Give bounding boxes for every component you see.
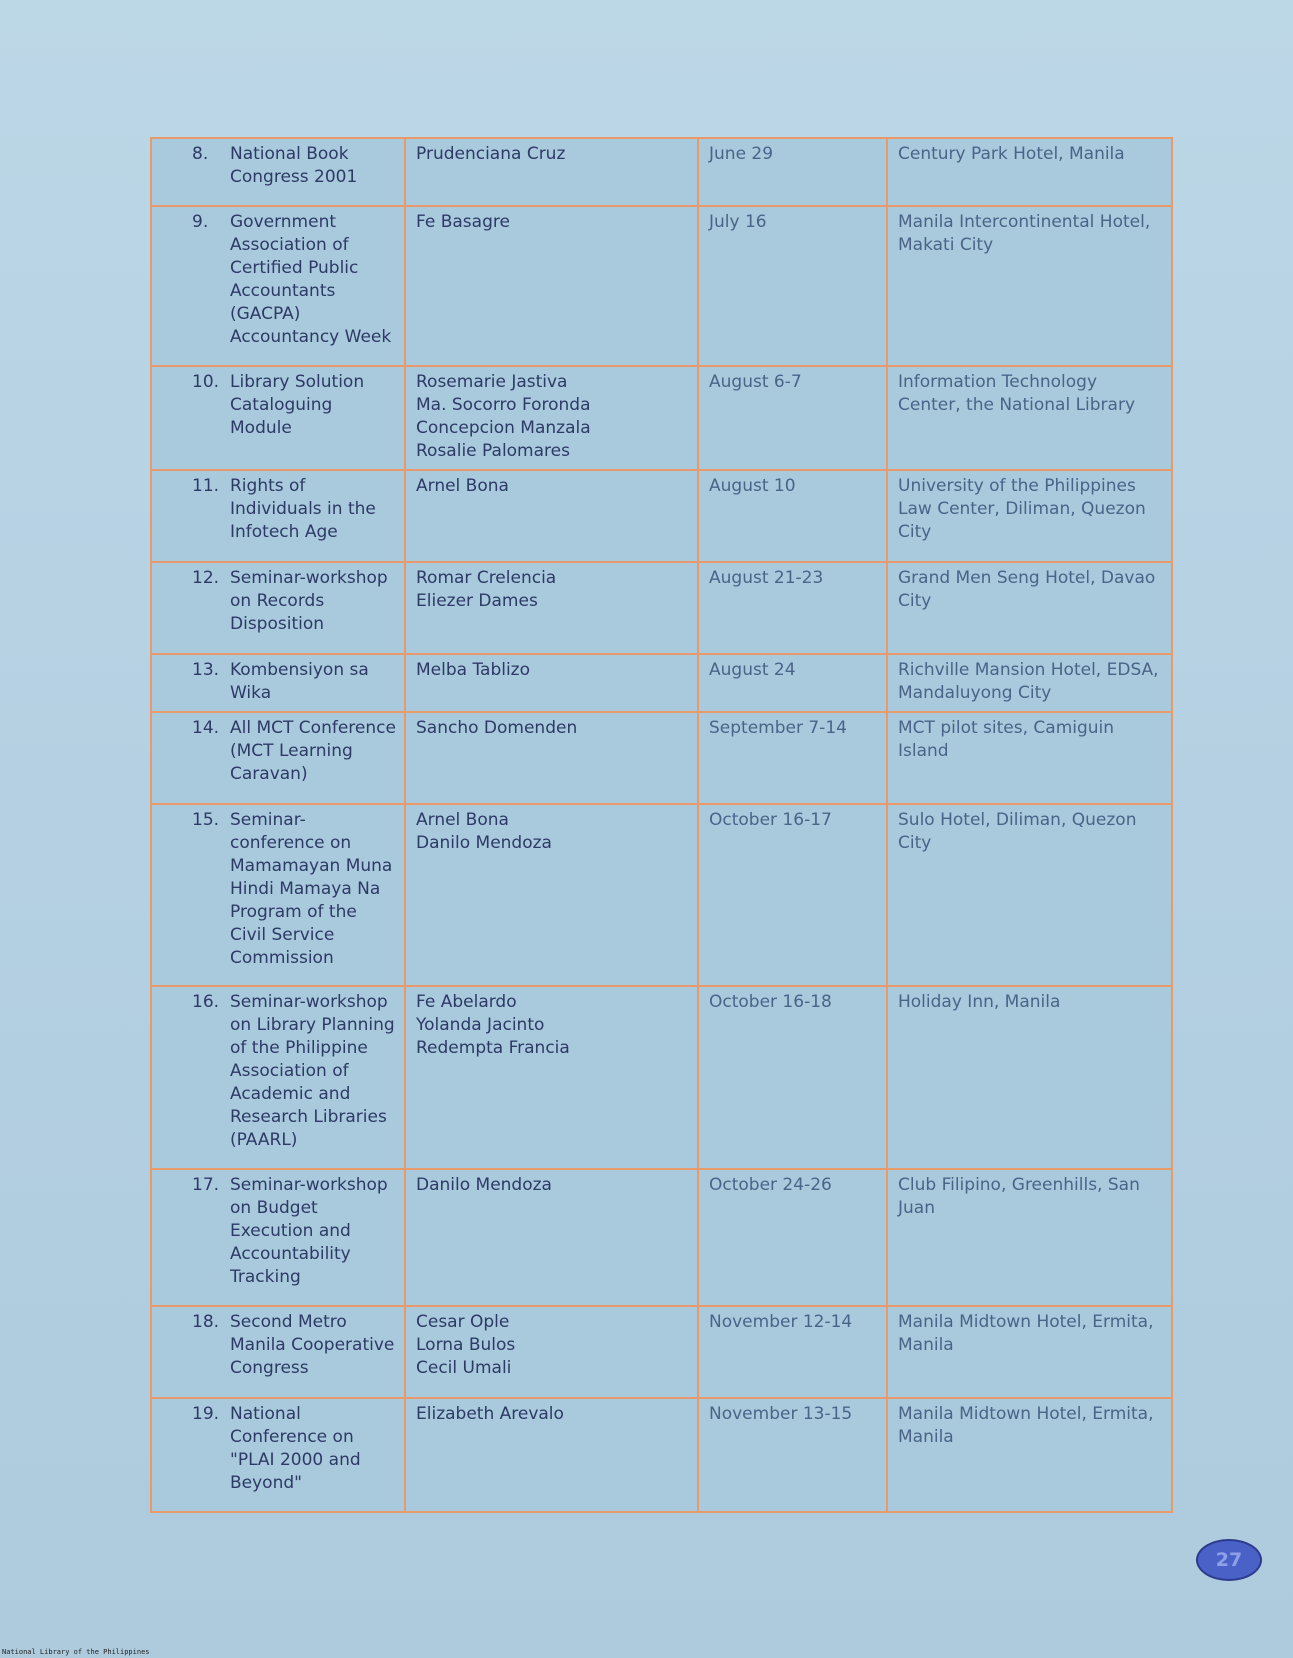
date-cell <box>698 1398 887 1512</box>
event-title-line: Association of <box>230 235 349 255</box>
venue-cell <box>887 366 1172 470</box>
resource-person-name: Yolanda Jacinto <box>416 1015 545 1035</box>
resource-person-name: Danilo Mendoza <box>416 1175 552 1195</box>
event-cell <box>151 804 405 986</box>
event-title-line: Manila Cooperative <box>230 1335 395 1355</box>
resource-person-cell <box>405 804 698 986</box>
venue-line: Juan <box>898 1198 935 1218</box>
table-row <box>151 138 1172 206</box>
event-date: November 12-14 <box>709 1312 853 1332</box>
venue-cell <box>887 1398 1172 1512</box>
event-number: 10. <box>192 372 220 392</box>
event-title-line: (MCT Learning <box>230 741 353 761</box>
resource-person-name: Fe Abelardo <box>416 992 517 1012</box>
date-cell <box>698 804 887 986</box>
date-cell <box>698 562 887 654</box>
resource-person-name: Arnel Bona <box>416 810 509 830</box>
resource-person-cell <box>405 654 698 712</box>
event-title-line: Execution and <box>230 1221 351 1241</box>
venue-cell <box>887 712 1172 804</box>
event-number: 11. <box>192 476 220 496</box>
venue-cell <box>887 138 1172 206</box>
event-title-line: National <box>230 1404 301 1424</box>
table-row <box>151 712 1172 804</box>
event-date: October 16-17 <box>709 810 832 830</box>
event-title-line: Caravan) <box>230 764 308 784</box>
resource-person-cell <box>405 1306 698 1398</box>
resource-person-name: Elizabeth Arevalo <box>416 1404 564 1424</box>
table-row <box>151 654 1172 712</box>
date-cell <box>698 1306 887 1398</box>
event-title-line: Civil Service <box>230 925 335 945</box>
venue-line: Manila <box>898 1427 954 1447</box>
venue-cell <box>887 1169 1172 1306</box>
resource-person-name: Concepcion Manzala <box>416 418 591 438</box>
resource-person-name: Arnel Bona <box>416 476 509 496</box>
event-cell <box>151 138 405 206</box>
resource-person-name: Prudenciana Cruz <box>416 144 566 164</box>
event-title-line: Accountancy Week <box>230 327 392 347</box>
event-cell <box>151 654 405 712</box>
table-row <box>151 1306 1172 1398</box>
event-title-line: Mamamayan Muna <box>230 856 393 876</box>
resource-person-cell <box>405 138 698 206</box>
resource-person-name: Eliezer Dames <box>416 591 538 611</box>
event-title-line: National Book <box>230 144 349 164</box>
venue-line: MCT pilot sites, Camiguin <box>898 718 1115 738</box>
events-table-body <box>151 138 1172 1512</box>
event-title-line: Hindi Mamaya Na <box>230 879 381 899</box>
event-title-line: Conference on <box>230 1427 354 1447</box>
event-cell <box>151 470 405 562</box>
event-title-line: Seminar-workshop <box>230 568 388 588</box>
event-title-line: Tracking <box>230 1267 301 1287</box>
venue-line: Manila Midtown Hotel, Ermita, <box>898 1312 1154 1332</box>
table-row <box>151 470 1172 562</box>
event-cell <box>151 206 405 366</box>
event-title-line: Cataloguing <box>230 395 333 415</box>
resource-person-name: Lorna Bulos <box>416 1335 516 1355</box>
event-date: June 29 <box>709 144 774 164</box>
event-date: October 24-26 <box>709 1175 832 1195</box>
table-row <box>151 1398 1172 1512</box>
event-title-line: Individuals in the <box>230 499 376 519</box>
event-title-line: on Library Planning <box>230 1015 395 1035</box>
event-title-line: Library Solution <box>230 372 365 392</box>
event-number: 13. <box>192 660 220 680</box>
date-cell <box>698 206 887 366</box>
venue-line: City <box>898 833 932 853</box>
event-number: 17. <box>192 1175 220 1195</box>
event-date: September 7-14 <box>709 718 847 738</box>
venue-line: Manila Midtown Hotel, Ermita, <box>898 1404 1154 1424</box>
event-title-line: Accountability <box>230 1244 351 1264</box>
event-title-line: (GACPA) <box>230 304 301 324</box>
venue-line: Sulo Hotel, Diliman, Quezon <box>898 810 1137 830</box>
event-title-line: Rights of <box>230 476 306 496</box>
venue-cell <box>887 804 1172 986</box>
event-title-line: All MCT Conference <box>230 718 396 738</box>
table-row <box>151 1169 1172 1306</box>
resource-person-cell <box>405 562 698 654</box>
event-title-line: Seminar-workshop <box>230 992 388 1012</box>
venue-line: Law Center, Diliman, Quezon <box>898 499 1146 519</box>
event-title-line: Second Metro <box>230 1312 347 1332</box>
date-cell <box>698 654 887 712</box>
event-title-line: Government <box>230 212 337 232</box>
event-title-line: Kombensiyon sa <box>230 660 369 680</box>
event-title-line: Congress 2001 <box>230 167 358 187</box>
venue-line: Center, the National Library <box>898 395 1136 415</box>
event-title-line: Infotech Age <box>230 522 338 542</box>
date-cell <box>698 1169 887 1306</box>
venue-line: City <box>898 591 932 611</box>
resource-person-name: Ma. Socorro Foronda <box>416 395 591 415</box>
venue-line: City <box>898 522 932 542</box>
venue-line: Grand Men Seng Hotel, Davao <box>898 568 1156 588</box>
venue-line: Mandaluyong City <box>898 683 1052 703</box>
event-cell <box>151 1169 405 1306</box>
page-number-badge: 27 <box>1196 1539 1262 1581</box>
resource-person-name: Fe Basagre <box>416 212 510 232</box>
event-date: August 21-23 <box>709 568 824 588</box>
resource-person-name: Rosalie Palomares <box>416 441 570 461</box>
venue-cell <box>887 470 1172 562</box>
event-date: July 16 <box>709 212 767 232</box>
resource-person-cell <box>405 366 698 470</box>
event-title-line: on Budget <box>230 1198 318 1218</box>
venue-line: University of the Philippines <box>898 476 1136 496</box>
venue-cell <box>887 206 1172 366</box>
resource-person-cell <box>405 712 698 804</box>
event-date: August 24 <box>709 660 796 680</box>
venue-line: Manila Intercontinental Hotel, <box>898 212 1151 232</box>
venue-line: Island <box>898 741 949 761</box>
resource-person-name: Sancho Domenden <box>416 718 578 738</box>
event-title-line: Program of the <box>230 902 357 922</box>
resource-person-name: Cecil Umali <box>416 1358 512 1378</box>
venue-cell <box>887 1306 1172 1398</box>
date-cell <box>698 470 887 562</box>
venue-line: Manila <box>898 1335 954 1355</box>
resource-person-cell <box>405 986 698 1169</box>
resource-person-name: Cesar Ople <box>416 1312 510 1332</box>
venue-line: Richville Mansion Hotel, EDSA, <box>898 660 1159 680</box>
table-row <box>151 804 1172 986</box>
resource-person-name: Redempta Francia <box>416 1038 570 1058</box>
table-row <box>151 206 1172 366</box>
event-title-line: conference on <box>230 833 352 853</box>
resource-person-cell <box>405 1169 698 1306</box>
date-cell <box>698 712 887 804</box>
venue-cell <box>887 562 1172 654</box>
event-title-line: Association of <box>230 1061 349 1081</box>
resource-person-name: Romar Crelencia <box>416 568 557 588</box>
resource-person-cell <box>405 470 698 562</box>
event-title-line: (PAARL) <box>230 1130 298 1150</box>
event-date: August 10 <box>709 476 796 496</box>
event-cell <box>151 366 405 470</box>
event-title-line: Seminar-workshop <box>230 1175 388 1195</box>
venue-cell <box>887 986 1172 1169</box>
event-title-line: on Records <box>230 591 325 611</box>
event-number: 12. <box>192 568 220 588</box>
event-cell <box>151 1306 405 1398</box>
table-row <box>151 562 1172 654</box>
event-cell <box>151 986 405 1169</box>
events-table <box>150 137 1173 1513</box>
event-cell <box>151 712 405 804</box>
event-number: 15. <box>192 810 220 830</box>
event-cell <box>151 562 405 654</box>
date-cell <box>698 366 887 470</box>
event-title-line: of the Philippine <box>230 1038 368 1058</box>
event-title-line: "PLAI 2000 and <box>230 1450 361 1470</box>
resource-person-cell <box>405 1398 698 1512</box>
event-title-line: Certified Public <box>230 258 359 278</box>
event-number: 19. <box>192 1404 220 1424</box>
event-title-line: Congress <box>230 1358 309 1378</box>
event-title-line: Module <box>230 418 292 438</box>
event-number: 14. <box>192 718 220 738</box>
event-number: 18. <box>192 1312 220 1332</box>
resource-person-name: Melba Tablizo <box>416 660 531 680</box>
resource-person-name: Danilo Mendoza <box>416 833 552 853</box>
event-title-line: Accountants <box>230 281 336 301</box>
event-date: August 6-7 <box>709 372 802 392</box>
date-cell <box>698 138 887 206</box>
resource-person-cell <box>405 206 698 366</box>
resource-person-name: Rosemarie Jastiva <box>416 372 568 392</box>
event-date: November 13-15 <box>709 1404 853 1424</box>
venue-line: Information Technology <box>898 372 1098 392</box>
venue-line: Club Filipino, Greenhills, San <box>898 1175 1140 1195</box>
event-cell <box>151 1398 405 1512</box>
table-row <box>151 986 1172 1169</box>
event-title-line: Disposition <box>230 614 325 634</box>
event-number: 9. <box>192 212 209 232</box>
event-number: 16. <box>192 992 220 1012</box>
event-title-line: Academic and <box>230 1084 351 1104</box>
footer-credit: National Library of the Philippines <box>2 1648 150 1656</box>
date-cell <box>698 986 887 1169</box>
event-title-line: Commission <box>230 948 334 968</box>
venue-line: Holiday Inn, Manila <box>898 992 1061 1012</box>
venue-line: Century Park Hotel, Manila <box>898 144 1125 164</box>
event-title-line: Wika <box>230 683 272 703</box>
event-title-line: Research Libraries <box>230 1107 387 1127</box>
event-date: October 16-18 <box>709 992 832 1012</box>
event-title-line: Seminar- <box>230 810 306 830</box>
event-title-line: Beyond" <box>230 1473 302 1493</box>
table-row <box>151 366 1172 470</box>
venue-line: Makati City <box>898 235 994 255</box>
venue-cell <box>887 654 1172 712</box>
event-number: 8. <box>192 144 209 164</box>
